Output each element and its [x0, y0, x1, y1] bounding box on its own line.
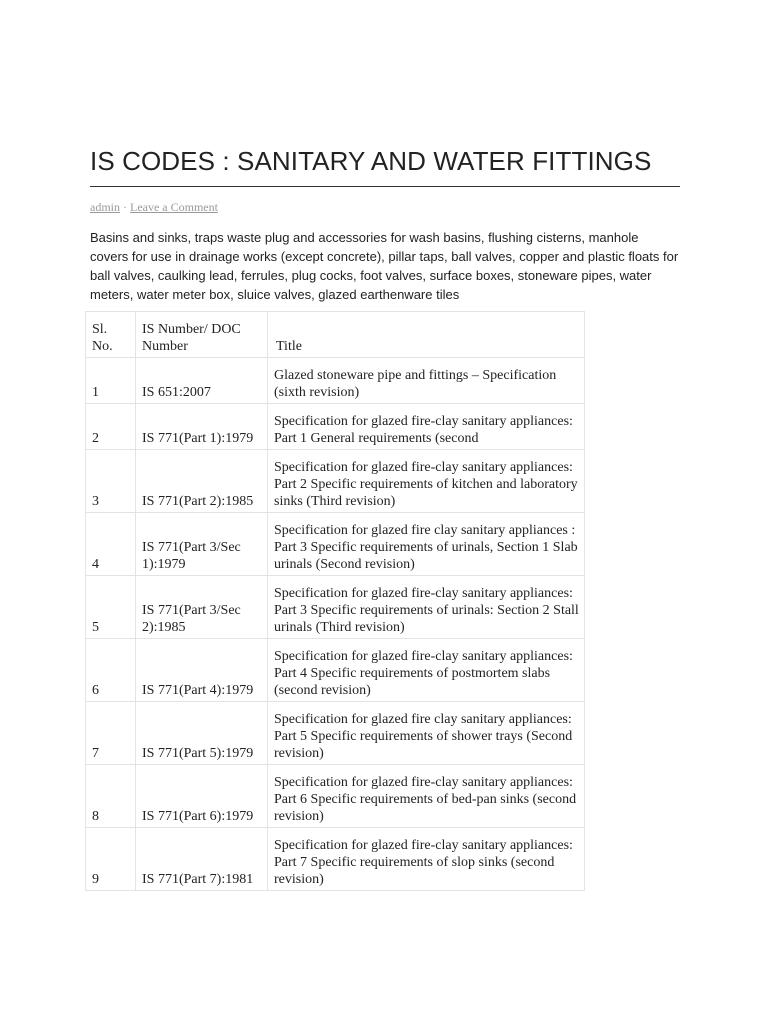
- row-title: Specification for glazed fire-clay sanitary appliances: Part 3 Specific requirements of urinals: Section 2 Stall urinals (Third revision): [268, 576, 585, 639]
- header-is-number: IS Number/ DOC Number: [136, 312, 268, 358]
- table-row: [86, 513, 585, 576]
- table-row: [86, 639, 585, 702]
- post-meta: [90, 200, 218, 215]
- leave-comment-link[interactable]: Leave a Comment: [130, 200, 218, 214]
- row-title: Specification for glazed fire clay sanitary appliances: Part 5 Specific requirements of shower trays (Second revision): [268, 702, 585, 765]
- row-title: Specification for glazed fire-clay sanitary appliances: Part 7 Specific requirements of slop sinks (second revision): [268, 828, 585, 891]
- row-number: 2: [86, 404, 136, 450]
- row-code: IS 771(Part 3/Sec 2):1985: [136, 576, 268, 639]
- row-number: 4: [86, 513, 136, 576]
- row-code: IS 771(Part 3/Sec 1):1979: [136, 513, 268, 576]
- row-code: IS 651:2007: [136, 358, 268, 404]
- row-title: Specification for glazed fire-clay sanitary appliances: Part 6 Specific requirements of bed-pan sinks (second revision): [268, 765, 585, 828]
- header-sl-no: Sl. No.: [86, 312, 136, 358]
- is-codes-table: [85, 311, 585, 891]
- row-number: 8: [86, 765, 136, 828]
- intro-paragraph: Basins and sinks, traps waste plug and accessories for wash basins, flushing cisterns, manhole covers for use in drainage works (except concrete), pillar taps, ball valves, copper and plastic floats for ball valves, caulking lead, ferrules, plug cocks, foot valves, surface boxes, stoneware pipes, water meters, water meter box, sluice valves, glazed earthenware tiles: [90, 230, 679, 302]
- row-code: IS 771(Part 1):1979: [136, 404, 268, 450]
- row-number: 3: [86, 450, 136, 513]
- meta-separator: ·: [123, 200, 127, 214]
- table-row: [86, 576, 585, 639]
- row-title: Glazed stoneware pipe and fittings – Specification (sixth revision): [268, 358, 585, 404]
- title-divider: [90, 186, 680, 187]
- row-number: 6: [86, 639, 136, 702]
- row-code: IS 771(Part 6):1979: [136, 765, 268, 828]
- row-title: Specification for glazed fire-clay sanitary appliances: Part 1 General requirements (second: [268, 404, 585, 450]
- table-row: [86, 404, 585, 450]
- row-code: IS 771(Part 5):1979: [136, 702, 268, 765]
- row-code: IS 771(Part 2):1985: [136, 450, 268, 513]
- row-title: Specification for glazed fire clay sanitary appliances : Part 3 Specific requirements of urinals, Section 1 Slab urinals (Second revision): [268, 513, 585, 576]
- page-title: IS CODES : SANITARY AND WATER FITTINGS: [90, 146, 652, 176]
- row-number: 5: [86, 576, 136, 639]
- row-number: 7: [86, 702, 136, 765]
- row-number: 9: [86, 828, 136, 891]
- table-row: [86, 450, 585, 513]
- row-code: IS 771(Part 4):1979: [136, 639, 268, 702]
- table-row: [86, 765, 585, 828]
- row-title: Specification for glazed fire-clay sanitary appliances: Part 2 Specific requirements of kitchen and laboratory sinks (Third revision): [268, 450, 585, 513]
- author-link[interactable]: admin: [90, 200, 120, 214]
- row-title: Specification for glazed fire-clay sanitary appliances: Part 4 Specific requirements of postmortem slabs (second revision): [268, 639, 585, 702]
- row-number: 1: [86, 358, 136, 404]
- header-title: Title: [268, 312, 585, 358]
- table-row: [86, 358, 585, 404]
- row-code: IS 771(Part 7):1981: [136, 828, 268, 891]
- table-row: [86, 828, 585, 891]
- table-header-row: [86, 312, 585, 358]
- table-row: [86, 702, 585, 765]
